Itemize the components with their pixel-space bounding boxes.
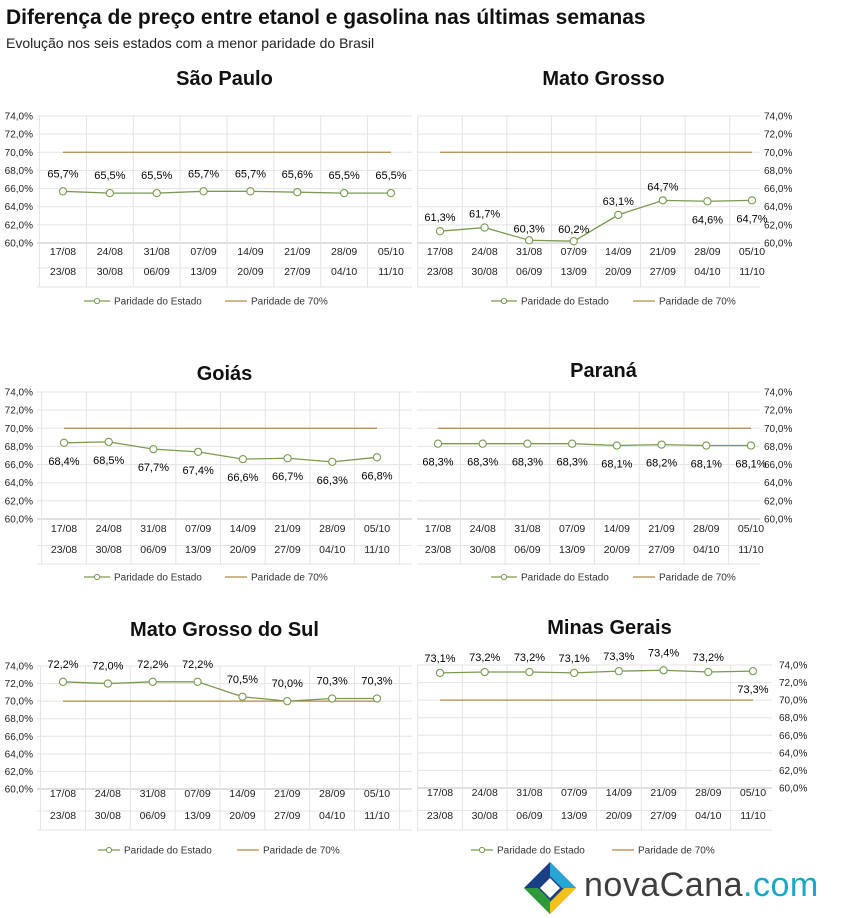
x-tick-label-start: 14/09 bbox=[605, 246, 632, 258]
legend-state-marker bbox=[501, 298, 506, 303]
x-tick-label-start: 24/08 bbox=[471, 246, 498, 258]
x-tick-label-start: 21/09 bbox=[650, 787, 677, 799]
state-point bbox=[524, 440, 531, 447]
state-point bbox=[613, 442, 620, 449]
data-label: 70,5% bbox=[226, 673, 259, 686]
y-tick-label: 62,0% bbox=[764, 496, 793, 508]
data-label: 64,7% bbox=[647, 181, 679, 194]
y-tick-label: 60,0% bbox=[4, 238, 33, 250]
y-tick-label: 62,0% bbox=[779, 765, 808, 777]
legend-parity-label: Paridade de 70% bbox=[638, 845, 715, 857]
y-tick-label: 60,0% bbox=[4, 784, 33, 796]
x-tick-label-end: 13/09 bbox=[561, 810, 588, 822]
data-label: 65,5% bbox=[141, 170, 173, 183]
state-point bbox=[150, 446, 157, 453]
x-tick-label-end: 06/09 bbox=[516, 810, 543, 822]
state-point bbox=[341, 190, 348, 197]
data-label: 68,3% bbox=[467, 456, 499, 469]
x-tick-label-end: 23/08 bbox=[49, 810, 77, 822]
data-label: 67,7% bbox=[137, 462, 170, 475]
state-point bbox=[284, 455, 291, 462]
x-tick-label-start: 31/08 bbox=[139, 788, 166, 800]
data-label: 61,3% bbox=[424, 212, 456, 225]
x-tick-label-start: 28/09 bbox=[694, 246, 721, 258]
x-tick-label-end: 20/09 bbox=[603, 544, 630, 556]
legend-state-marker bbox=[501, 574, 506, 579]
state-point bbox=[106, 190, 113, 197]
chart-title: São Paulo bbox=[176, 68, 273, 90]
state-point bbox=[373, 695, 380, 702]
x-tick-label-start: 24/08 bbox=[96, 246, 123, 258]
data-label: 68,3% bbox=[511, 456, 544, 469]
x-tick-label-end: 11/10 bbox=[364, 810, 390, 822]
y-tick-label: 72,0% bbox=[4, 405, 33, 417]
data-label: 68,1% bbox=[601, 458, 633, 471]
data-label: 73,1% bbox=[558, 652, 590, 665]
state-point bbox=[571, 669, 578, 676]
data-label: 68,2% bbox=[645, 457, 678, 470]
x-tick-label-end: 11/10 bbox=[738, 544, 764, 556]
data-label: 67,4% bbox=[182, 464, 214, 477]
state-point bbox=[481, 668, 488, 675]
x-tick-label-start: 17/08 bbox=[426, 246, 454, 258]
y-tick-label: 62,0% bbox=[4, 766, 33, 778]
y-tick-label: 66,0% bbox=[4, 731, 33, 743]
x-tick-label-end: 11/10 bbox=[364, 544, 390, 556]
x-tick-label-start: 07/09 bbox=[190, 246, 217, 258]
y-tick-label: 64,0% bbox=[764, 202, 793, 214]
x-tick-label-end: 11/10 bbox=[740, 810, 766, 822]
state-point bbox=[59, 678, 66, 685]
x-tick-label-end: 04/10 bbox=[319, 544, 346, 556]
data-label: 66,7% bbox=[271, 471, 304, 484]
x-tick-label-end: 13/09 bbox=[185, 544, 212, 556]
y-tick-label: 70,0% bbox=[4, 147, 33, 159]
data-label: 65,6% bbox=[281, 169, 313, 182]
y-tick-label: 64,0% bbox=[4, 478, 33, 490]
x-tick-label-start: 28/09 bbox=[695, 787, 722, 799]
chart-title: Paraná bbox=[570, 360, 637, 382]
state-point bbox=[387, 190, 394, 197]
x-tick-label-end: 11/10 bbox=[739, 266, 765, 278]
x-tick-label-end: 13/09 bbox=[559, 544, 586, 556]
x-tick-label-start: 14/09 bbox=[605, 787, 632, 799]
x-tick-label-start: 14/09 bbox=[229, 523, 256, 535]
data-label: 73,2% bbox=[692, 652, 724, 665]
logo-emblem-icon bbox=[520, 860, 580, 916]
state-point bbox=[239, 693, 246, 700]
data-label: 72,2% bbox=[137, 658, 169, 671]
x-tick-label-start: 07/09 bbox=[560, 246, 587, 258]
x-tick-label-end: 11/10 bbox=[378, 266, 404, 278]
state-point bbox=[247, 188, 254, 195]
x-tick-label-start: 05/10 bbox=[363, 788, 391, 800]
state-point bbox=[705, 668, 712, 675]
x-tick-label-start: 28/09 bbox=[331, 246, 358, 258]
data-label: 68,1% bbox=[690, 458, 722, 471]
state-point bbox=[195, 448, 202, 455]
page-title: Diferença de preço entre etanol e gasolina nas últimas semanas bbox=[6, 6, 646, 29]
y-tick-label: 70,0% bbox=[4, 696, 33, 708]
legend-state-label: Paridade do Estado bbox=[521, 296, 609, 308]
x-tick-label-start: 07/09 bbox=[184, 788, 211, 800]
y-tick-label: 74,0% bbox=[779, 660, 808, 672]
y-tick-label: 62,0% bbox=[4, 220, 33, 232]
data-label: 72,2% bbox=[47, 658, 79, 671]
x-tick-label-end: 04/10 bbox=[694, 266, 721, 278]
data-label: 65,5% bbox=[94, 170, 126, 183]
x-tick-label-end: 20/09 bbox=[605, 810, 632, 822]
data-label: 60,2% bbox=[558, 224, 590, 237]
data-label: 73,1% bbox=[424, 652, 456, 665]
x-tick-label-start: 17/08 bbox=[49, 246, 77, 258]
y-tick-label: 70,0% bbox=[764, 423, 793, 435]
y-tick-label: 74,0% bbox=[4, 111, 33, 123]
data-label: 61,7% bbox=[468, 208, 501, 221]
legend-state-label: Paridade do Estado bbox=[114, 296, 202, 308]
data-label: 72,0% bbox=[92, 660, 124, 673]
y-tick-label: 66,0% bbox=[4, 184, 33, 196]
y-tick-label: 60,0% bbox=[764, 514, 793, 526]
x-tick-label-end: 06/09 bbox=[516, 266, 543, 278]
legend-parity-label: Paridade de 70% bbox=[251, 296, 328, 308]
y-tick-label: 62,0% bbox=[4, 496, 33, 508]
data-label: 65,7% bbox=[47, 168, 79, 181]
legend-state-label: Paridade do Estado bbox=[521, 572, 609, 584]
data-label: 73,3% bbox=[737, 684, 769, 697]
y-tick-label: 60,0% bbox=[779, 783, 808, 795]
state-point bbox=[615, 668, 622, 675]
x-tick-label-start: 31/08 bbox=[514, 523, 541, 535]
y-tick-label: 72,0% bbox=[779, 678, 808, 690]
legend-state-marker bbox=[94, 298, 99, 303]
x-tick-label-end: 27/09 bbox=[284, 266, 311, 278]
y-tick-label: 66,0% bbox=[764, 460, 793, 472]
y-tick-label: 62,0% bbox=[764, 220, 793, 232]
chart-title: Mato Grosso do Sul bbox=[130, 619, 319, 641]
state-point bbox=[615, 211, 622, 218]
y-tick-label: 66,0% bbox=[779, 730, 808, 742]
x-tick-label-start: 14/09 bbox=[237, 246, 264, 258]
x-tick-label-end: 20/09 bbox=[237, 266, 264, 278]
novacana-logo bbox=[520, 860, 840, 916]
data-label: 70,3% bbox=[361, 675, 393, 688]
x-tick-label-end: 04/10 bbox=[695, 810, 722, 822]
x-tick-label-start: 21/09 bbox=[649, 246, 676, 258]
data-label: 73,2% bbox=[469, 652, 501, 665]
data-label: 66,6% bbox=[227, 472, 259, 485]
x-tick-label-end: 23/08 bbox=[424, 544, 452, 556]
state-point bbox=[748, 197, 755, 204]
y-tick-label: 64,0% bbox=[4, 749, 33, 761]
data-label: 73,4% bbox=[647, 647, 680, 660]
state-point bbox=[479, 440, 486, 447]
x-tick-label-end: 20/09 bbox=[605, 266, 632, 278]
x-tick-label-start: 05/10 bbox=[737, 523, 765, 535]
data-label: 60,3% bbox=[513, 223, 545, 236]
x-tick-label-end: 23/08 bbox=[426, 810, 454, 822]
state-point bbox=[284, 698, 291, 705]
chart-mato-grosso-do-sul bbox=[0, 612, 420, 864]
x-tick-label-start: 31/08 bbox=[143, 246, 170, 258]
legend-parity-label: Paridade de 70% bbox=[263, 845, 340, 857]
x-tick-label-start: 14/09 bbox=[229, 788, 256, 800]
state-point bbox=[59, 188, 66, 195]
data-label: 65,7% bbox=[234, 168, 267, 181]
chart-title: Mato Grosso bbox=[542, 68, 665, 90]
chart-goias bbox=[0, 353, 420, 593]
y-tick-label: 64,0% bbox=[4, 202, 33, 214]
legend-parity-label: Paridade de 70% bbox=[659, 572, 736, 584]
x-tick-label-end: 27/09 bbox=[650, 810, 677, 822]
state-point bbox=[481, 224, 488, 231]
legend-state-label: Paridade do Estado bbox=[497, 845, 585, 857]
x-tick-label-start: 07/09 bbox=[559, 523, 586, 535]
state-point bbox=[570, 238, 577, 245]
x-tick-label-start: 17/08 bbox=[49, 788, 77, 800]
state-point bbox=[659, 197, 666, 204]
data-label: 73,3% bbox=[603, 651, 635, 664]
state-point bbox=[329, 695, 336, 702]
y-tick-label: 60,0% bbox=[764, 238, 793, 250]
legend-parity-label: Paridade de 70% bbox=[659, 296, 736, 308]
data-label: 64,6% bbox=[691, 214, 724, 227]
state-point bbox=[704, 198, 711, 205]
y-tick-label: 72,0% bbox=[764, 129, 793, 141]
x-tick-label-start: 24/08 bbox=[94, 788, 121, 800]
x-tick-label-end: 13/09 bbox=[190, 266, 217, 278]
data-label: 70,3% bbox=[316, 675, 348, 688]
x-tick-label-end: 27/09 bbox=[649, 266, 676, 278]
x-tick-label-start: 24/08 bbox=[469, 523, 496, 535]
x-tick-label-end: 30/08 bbox=[469, 544, 496, 556]
x-tick-label-end: 30/08 bbox=[94, 810, 121, 822]
x-tick-label-end: 30/08 bbox=[95, 544, 122, 556]
x-tick-label-start: 05/10 bbox=[738, 246, 766, 258]
legend-state-label: Paridade do Estado bbox=[114, 572, 202, 584]
state-point bbox=[436, 228, 443, 235]
state-point bbox=[149, 678, 156, 685]
legend-state-label: Paridade do Estado bbox=[124, 845, 212, 857]
state-point bbox=[660, 667, 667, 674]
y-tick-label: 66,0% bbox=[4, 460, 33, 472]
data-label: 63,1% bbox=[602, 195, 634, 208]
y-tick-label: 70,0% bbox=[779, 695, 808, 707]
data-label: 68,4% bbox=[48, 455, 80, 468]
state-point bbox=[329, 458, 336, 465]
data-label: 70,0% bbox=[271, 678, 303, 691]
state-point bbox=[747, 442, 754, 449]
y-tick-label: 64,0% bbox=[779, 748, 808, 760]
chart-sao-paulo bbox=[0, 60, 420, 320]
x-tick-label-end: 13/09 bbox=[560, 266, 587, 278]
x-tick-label-end: 04/10 bbox=[693, 544, 720, 556]
legend-state-marker bbox=[94, 574, 99, 579]
y-tick-label: 74,0% bbox=[764, 111, 793, 123]
legend-state-marker bbox=[479, 847, 484, 852]
x-tick-label-start: 07/09 bbox=[561, 787, 588, 799]
x-tick-label-end: 27/09 bbox=[274, 544, 301, 556]
y-tick-label: 72,0% bbox=[4, 129, 33, 141]
state-point bbox=[153, 190, 160, 197]
x-tick-label-start: 31/08 bbox=[516, 246, 543, 258]
x-tick-label-start: 31/08 bbox=[140, 523, 167, 535]
x-tick-label-end: 04/10 bbox=[331, 266, 358, 278]
x-tick-label-start: 21/09 bbox=[648, 523, 675, 535]
x-tick-label-start: 21/09 bbox=[274, 788, 301, 800]
x-tick-label-end: 06/09 bbox=[140, 544, 167, 556]
y-tick-label: 74,0% bbox=[764, 387, 793, 399]
x-tick-label-start: 07/09 bbox=[185, 523, 212, 535]
state-point bbox=[294, 189, 301, 196]
legend-state-marker bbox=[106, 847, 111, 852]
data-label: 64,7% bbox=[736, 213, 768, 226]
data-label: 65,5% bbox=[328, 170, 360, 183]
x-tick-label-end: 06/09 bbox=[143, 266, 170, 278]
x-tick-label-end: 06/09 bbox=[139, 810, 166, 822]
x-tick-label-end: 30/08 bbox=[96, 266, 123, 278]
state-point bbox=[373, 454, 380, 461]
state-point bbox=[436, 669, 443, 676]
data-label: 65,5% bbox=[375, 170, 407, 183]
y-tick-label: 68,0% bbox=[4, 714, 33, 726]
x-tick-label-end: 27/09 bbox=[274, 810, 301, 822]
x-tick-label-start: 05/10 bbox=[739, 787, 767, 799]
state-point bbox=[569, 440, 576, 447]
chart-minas-gerais bbox=[415, 612, 835, 864]
x-tick-label-start: 31/08 bbox=[516, 787, 543, 799]
x-tick-label-start: 17/08 bbox=[424, 523, 452, 535]
x-tick-label-end: 04/10 bbox=[319, 810, 346, 822]
chart-title: Minas Gerais bbox=[547, 617, 672, 639]
x-tick-label-end: 27/09 bbox=[648, 544, 675, 556]
state-point bbox=[526, 237, 533, 244]
state-point bbox=[200, 188, 207, 195]
x-tick-label-end: 20/09 bbox=[229, 544, 256, 556]
page-subtitle: Evolução nos seis estados com a menor paridade do Brasil bbox=[6, 35, 375, 51]
x-tick-label-end: 30/08 bbox=[471, 810, 498, 822]
y-tick-label: 74,0% bbox=[4, 387, 33, 399]
state-point bbox=[434, 440, 441, 447]
data-label: 65,7% bbox=[187, 168, 220, 181]
data-label: 66,8% bbox=[361, 470, 393, 483]
data-label: 68,3% bbox=[422, 456, 454, 469]
x-tick-label-end: 20/09 bbox=[229, 810, 256, 822]
legend-parity-label: Paridade de 70% bbox=[251, 572, 328, 584]
data-label: 72,2% bbox=[181, 658, 214, 671]
x-tick-label-start: 05/10 bbox=[377, 246, 405, 258]
y-tick-label: 74,0% bbox=[4, 661, 33, 673]
y-tick-label: 68,0% bbox=[764, 441, 793, 453]
y-tick-label: 64,0% bbox=[764, 478, 793, 490]
data-label: 66,3% bbox=[316, 474, 348, 487]
logo-wordmark: novaCana.com bbox=[584, 866, 819, 904]
state-point bbox=[526, 668, 533, 675]
data-label: 68,1% bbox=[735, 458, 767, 471]
x-tick-label-start: 28/09 bbox=[319, 788, 346, 800]
data-label: 68,5% bbox=[93, 454, 125, 467]
state-point bbox=[105, 438, 112, 445]
y-tick-label: 70,0% bbox=[4, 423, 33, 435]
x-tick-label-end: 06/09 bbox=[514, 544, 541, 556]
x-tick-label-end: 30/08 bbox=[471, 266, 498, 278]
y-tick-label: 72,0% bbox=[4, 679, 33, 691]
state-point bbox=[239, 456, 246, 463]
state-point bbox=[658, 441, 665, 448]
y-tick-label: 68,0% bbox=[779, 713, 808, 725]
y-tick-label: 72,0% bbox=[764, 405, 793, 417]
chart-parana bbox=[415, 353, 835, 593]
x-tick-label-end: 23/08 bbox=[426, 266, 454, 278]
x-tick-label-start: 24/08 bbox=[471, 787, 498, 799]
x-tick-label-start: 17/08 bbox=[50, 523, 78, 535]
x-tick-label-end: 23/08 bbox=[49, 266, 77, 278]
x-tick-label-start: 21/09 bbox=[284, 246, 311, 258]
x-tick-label-start: 05/10 bbox=[363, 523, 391, 535]
state-point bbox=[60, 439, 67, 446]
y-tick-label: 68,0% bbox=[4, 165, 33, 177]
chart-mato-grosso bbox=[415, 60, 835, 320]
x-tick-label-end: 13/09 bbox=[184, 810, 211, 822]
state-point bbox=[104, 680, 111, 687]
x-tick-label-start: 14/09 bbox=[603, 523, 630, 535]
y-tick-label: 70,0% bbox=[764, 147, 793, 159]
data-label: 73,2% bbox=[513, 652, 546, 665]
x-tick-label-start: 24/08 bbox=[95, 523, 122, 535]
x-tick-label-end: 23/08 bbox=[50, 544, 78, 556]
x-tick-label-start: 28/09 bbox=[319, 523, 346, 535]
y-tick-label: 66,0% bbox=[764, 184, 793, 196]
state-point bbox=[194, 678, 201, 685]
y-tick-label: 68,0% bbox=[764, 165, 793, 177]
x-tick-label-start: 21/09 bbox=[274, 523, 301, 535]
chart-title: Goiás bbox=[196, 363, 253, 385]
x-tick-label-start: 28/09 bbox=[693, 523, 720, 535]
state-point bbox=[749, 668, 756, 675]
x-tick-label-start: 17/08 bbox=[426, 787, 454, 799]
y-tick-label: 68,0% bbox=[4, 441, 33, 453]
data-label: 68,3% bbox=[556, 456, 588, 469]
state-point bbox=[703, 442, 710, 449]
y-tick-label: 60,0% bbox=[4, 514, 33, 526]
